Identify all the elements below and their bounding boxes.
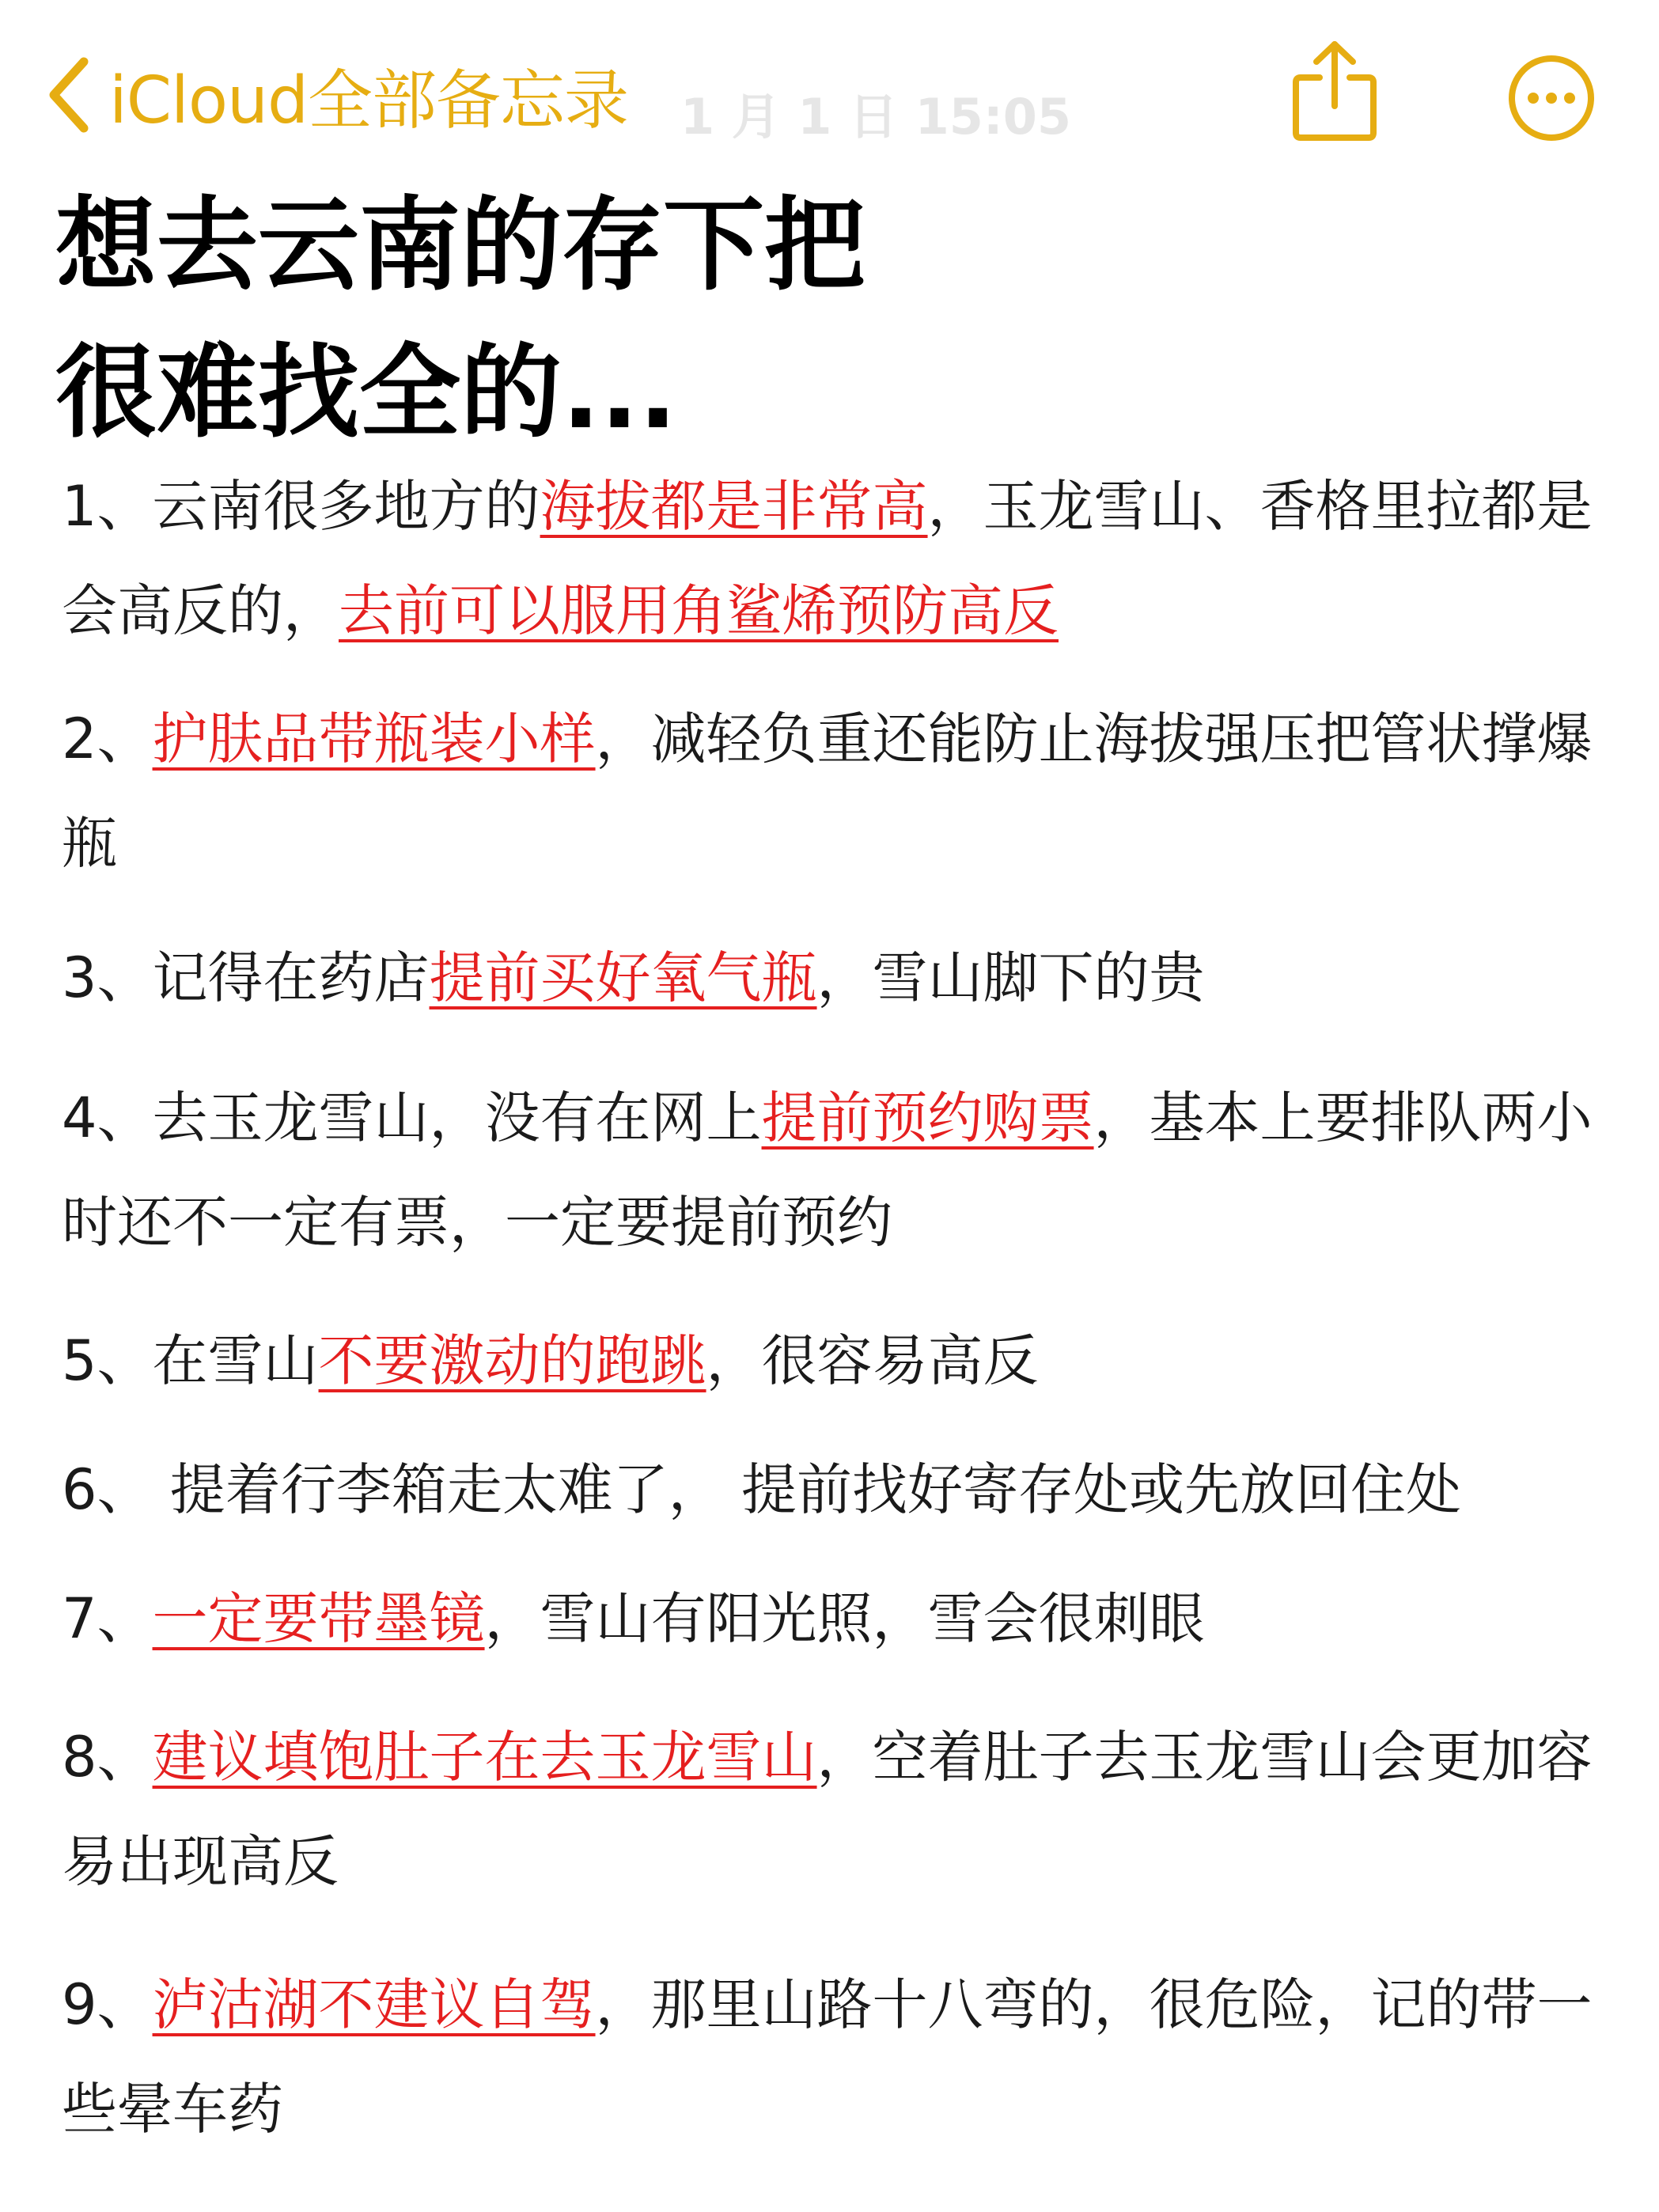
note-item-1 xyxy=(62,454,1612,663)
note-item-4 xyxy=(62,1066,1612,1275)
item-highlight: 海拔都是非常高 xyxy=(540,474,928,539)
item-text: 6、 提着行李箱走太难了， 提前找好寄存处或先放回住处 xyxy=(62,1457,1462,1522)
item-text: 2、 xyxy=(62,706,153,771)
item-text: ，空着肚子去玉龙雪山会更加容易出现高反 xyxy=(62,1725,1593,1894)
item-text: 9、 xyxy=(62,1972,153,2037)
item-text: ，那里山路十八弯的，很危险，记的带一些晕车药 xyxy=(62,1972,1593,2142)
chevron-left-icon xyxy=(46,55,92,134)
note-item-2 xyxy=(62,687,1612,896)
item-text: 4、去玉龙雪山，没有在网上 xyxy=(62,1085,762,1150)
item-highlight: 去前可以服用角鲨烯预防高反 xyxy=(339,578,1059,643)
navigation-bar xyxy=(0,0,1659,182)
item-text: 5、在雪山 xyxy=(62,1328,319,1393)
item-text: ，基本上要排队两小时还不一定有票，一定要提前预约 xyxy=(62,1085,1593,1255)
item-text: ，很容易高反 xyxy=(706,1328,1039,1393)
item-text: ，雪山脚下的贵 xyxy=(816,945,1205,1010)
item-text: 1、云南很多地方的 xyxy=(62,474,540,539)
note-item-7 xyxy=(62,1566,1612,1671)
item-text: ，雪山有阳光照，雪会很刺眼 xyxy=(484,1586,1205,1651)
item-highlight: 不要激动的跑跳 xyxy=(318,1328,706,1393)
share-icon[interactable] xyxy=(1291,40,1378,142)
item-text: 8、 xyxy=(62,1725,153,1790)
item-highlight: 建议填饱肚子在去玉龙雪山 xyxy=(152,1725,817,1790)
note-item-8 xyxy=(62,1705,1612,1914)
item-highlight: 提前买好氧气瓶 xyxy=(429,945,817,1010)
title-line-2: 很难找全的... xyxy=(55,334,677,452)
note-item-3 xyxy=(62,926,1612,1030)
item-text: ，减轻负重还能防止海拔强压把管状撑爆瓶 xyxy=(62,706,1593,876)
item-text: ，玉龙雪山、香格里拉都是会高反的， xyxy=(62,474,1593,643)
item-highlight: 一定要带墨镜 xyxy=(152,1586,485,1651)
more-icon[interactable] xyxy=(1507,54,1596,142)
item-text: 7、 xyxy=(62,1586,153,1651)
note-item-6 xyxy=(62,1437,1612,1542)
item-highlight: 护肤品带瓶装小样 xyxy=(152,706,596,771)
item-highlight: 泸沽湖不建议自驾 xyxy=(152,1972,596,2037)
back-button[interactable] xyxy=(46,47,628,142)
item-text: 3、记得在药店 xyxy=(62,945,430,1010)
note-item-9 xyxy=(62,1953,1612,2161)
item-highlight: 提前预约购票 xyxy=(761,1085,1094,1150)
note-date: 1 月 1 日 15:05 xyxy=(680,88,1071,146)
note-title xyxy=(55,172,1559,467)
note-item-5 xyxy=(62,1309,1612,1413)
title-line-1: 想去云南的存下把 xyxy=(55,187,866,305)
back-label: iCloud全部备忘录 xyxy=(109,62,629,138)
